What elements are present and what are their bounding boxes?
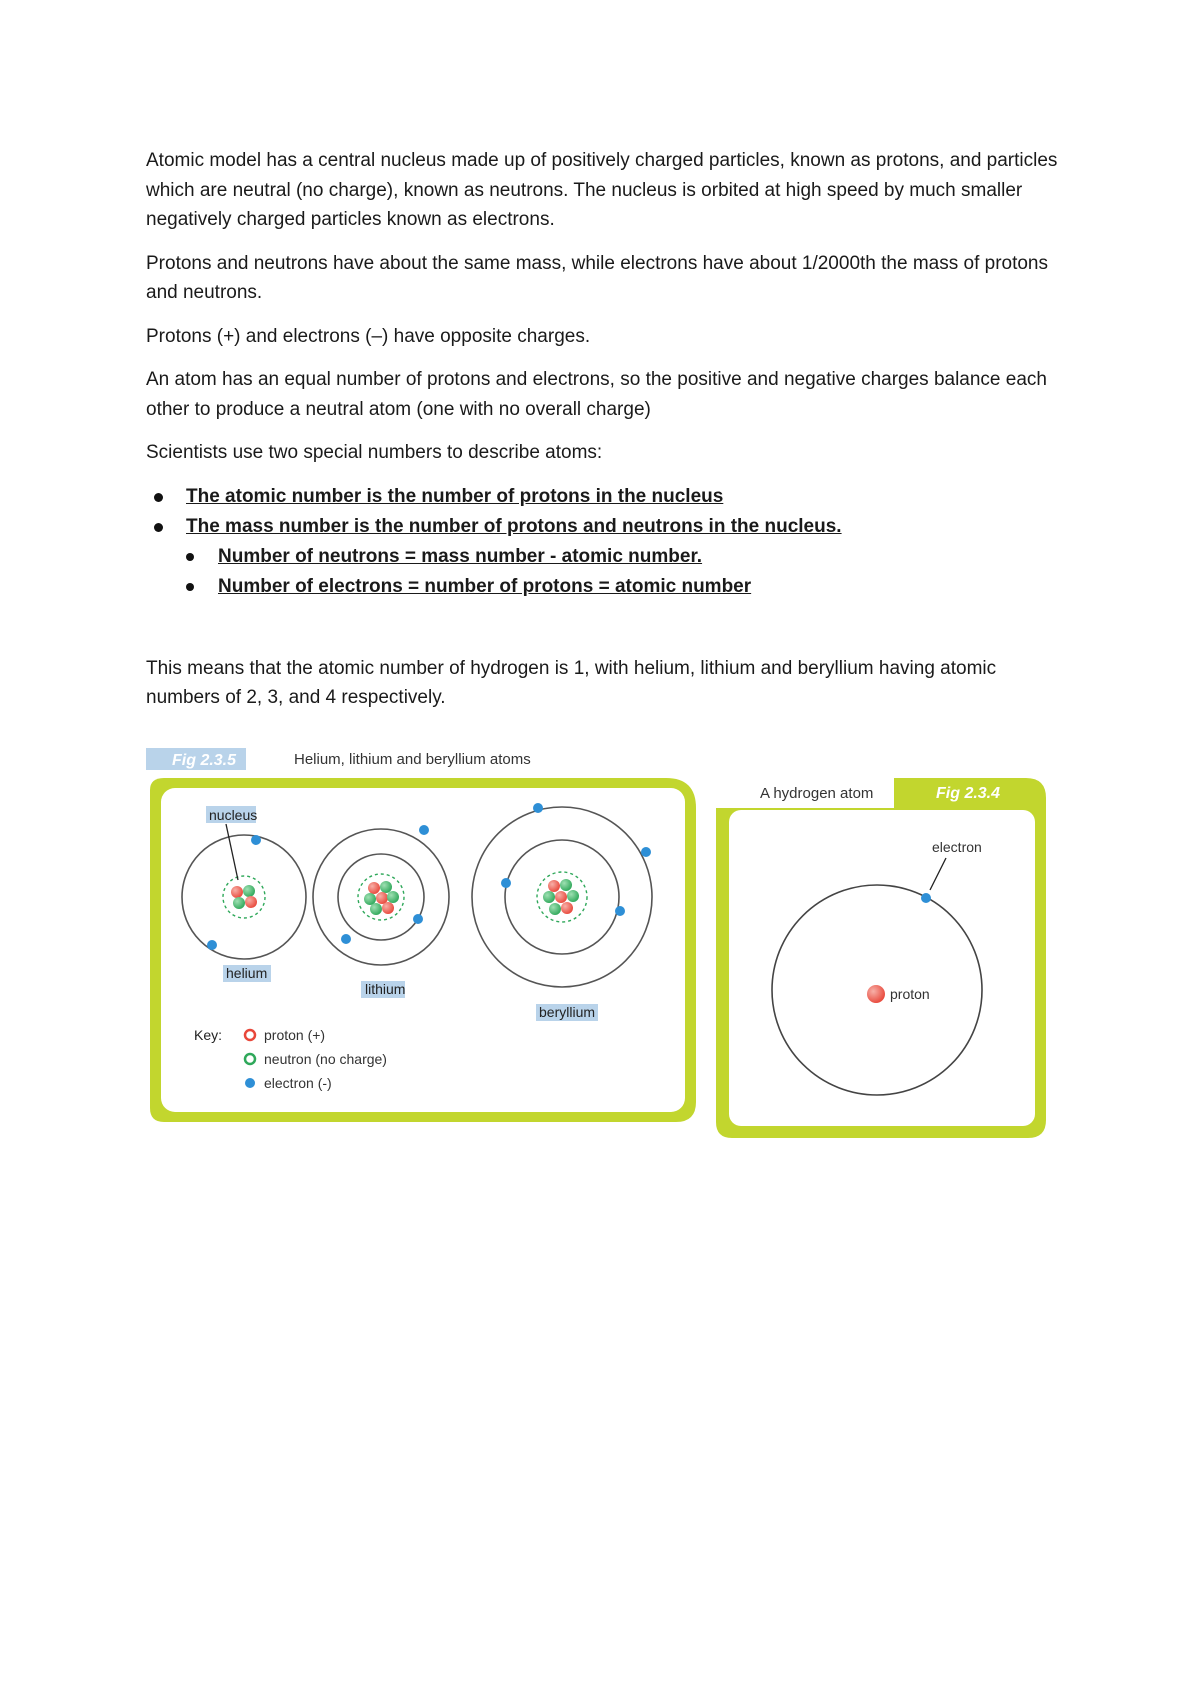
- proton-icon: [376, 892, 388, 904]
- electron-icon: [533, 803, 543, 813]
- figure-helium-lithium-beryllium: [146, 743, 696, 1122]
- proton-label: proton: [890, 986, 930, 1002]
- figure-hydrogen-atom: [716, 774, 1046, 1138]
- neutron-icon: [364, 893, 376, 905]
- neutron-icon: [233, 897, 245, 909]
- proton-icon: [561, 902, 573, 914]
- proton-icon: [555, 891, 567, 903]
- bullet-neutrons: [178, 542, 1061, 572]
- paragraph-hydrogen: This means that the atomic number of hydrogen is 1, with helium, lithium and beryllium having atomic numbers of 2, 3, and 4 respectively.: [146, 657, 997, 708]
- proton-icon: [231, 886, 243, 898]
- sub-bullet-container: [146, 542, 1061, 602]
- neutron-icon: [567, 890, 579, 902]
- electron-icon: [501, 878, 511, 888]
- electron-icon: [341, 934, 351, 944]
- bullet-mass-number: [146, 512, 1061, 542]
- proton-icon: [867, 985, 885, 1003]
- bullet-atomic-number: [146, 482, 1061, 512]
- key-label: Key:: [194, 1027, 223, 1043]
- paragraph-charges: Protons (+) and electrons (–) have opposite charges.: [146, 325, 591, 347]
- paragraph-special-numbers: Scientists use two special numbers to describe atoms:: [146, 442, 603, 463]
- proton-icon: [382, 902, 394, 914]
- neutron-icon: [380, 881, 392, 893]
- paragraph-neutral-atom: An atom has an equal number of protons and electrons, so the positive and negative charges balance each other to produce a neutral atom (one with no overall charge): [146, 369, 1047, 420]
- bullet-electrons: [178, 572, 1061, 602]
- electron-icon: [207, 940, 217, 950]
- electron-icon: [921, 893, 931, 903]
- figure-tag: Fig 2.3.5: [172, 752, 237, 769]
- lithium-label: lithium: [365, 981, 406, 997]
- electron-icon: [419, 825, 429, 835]
- neutron-icon: [387, 891, 399, 903]
- bullet-mass-number-text: The mass number is the number of protons and neutrons in the nucleus.: [186, 515, 842, 537]
- proton-icon: [245, 896, 257, 908]
- proton-icon: [368, 882, 380, 894]
- key-electron: electron (-): [264, 1075, 332, 1091]
- bullet-icon: [186, 553, 194, 561]
- neutron-icon: [560, 879, 572, 891]
- bullet-icon: [154, 523, 163, 532]
- nucleus-label: nucleus: [209, 807, 258, 823]
- document-body: [146, 146, 1061, 727]
- neutron-icon: [243, 885, 255, 897]
- bullet-list: [146, 482, 1061, 602]
- sub-bullet-list: [146, 542, 1061, 602]
- electron-icon: [413, 914, 423, 924]
- figure-title: Helium, lithium and beryllium atoms: [294, 751, 531, 768]
- bullet-icon: [154, 493, 163, 502]
- bullet-icon: [186, 583, 194, 591]
- proton-icon: [548, 880, 560, 892]
- bullet-atomic-number-text: The atomic number is the number of protons in the nucleus: [186, 485, 724, 507]
- electron-icon: [615, 906, 625, 916]
- electron-icon: [641, 847, 651, 857]
- helium-label: helium: [226, 965, 268, 981]
- beryllium-label: beryllium: [539, 1004, 596, 1020]
- electron-label: electron: [932, 839, 982, 855]
- key-proton: proton (+): [264, 1027, 326, 1043]
- paragraph-atomic-model: Atomic model has a central nucleus made up of positively charged particles, known as protons, and particles which are neutral (no charge), known as neutrons. The nucleus is orbited at high speed by much smaller negatively charged particles known as electrons.: [146, 150, 1058, 230]
- hydrogen-figure-tag: Fig 2.3.4: [936, 785, 1001, 802]
- electron-icon: [251, 835, 261, 845]
- neutron-icon: [549, 903, 561, 915]
- bullet-electrons-text: Number of electrons = number of protons = atomic number: [218, 575, 752, 597]
- paragraph-mass: Protons and neutrons have about the same mass, while electrons have about 1/2000th the mass of protons and neutrons.: [146, 252, 1048, 303]
- atom-figures: [146, 740, 1051, 1140]
- key-neutron: neutron (no charge): [264, 1051, 387, 1067]
- neutron-icon: [370, 903, 382, 915]
- electron-key-icon: [245, 1078, 255, 1088]
- hydrogen-figure-title: A hydrogen atom: [760, 785, 874, 802]
- neutron-icon: [543, 891, 555, 903]
- bullet-neutrons-text: Number of neutrons = mass number - atomic number.: [218, 545, 703, 567]
